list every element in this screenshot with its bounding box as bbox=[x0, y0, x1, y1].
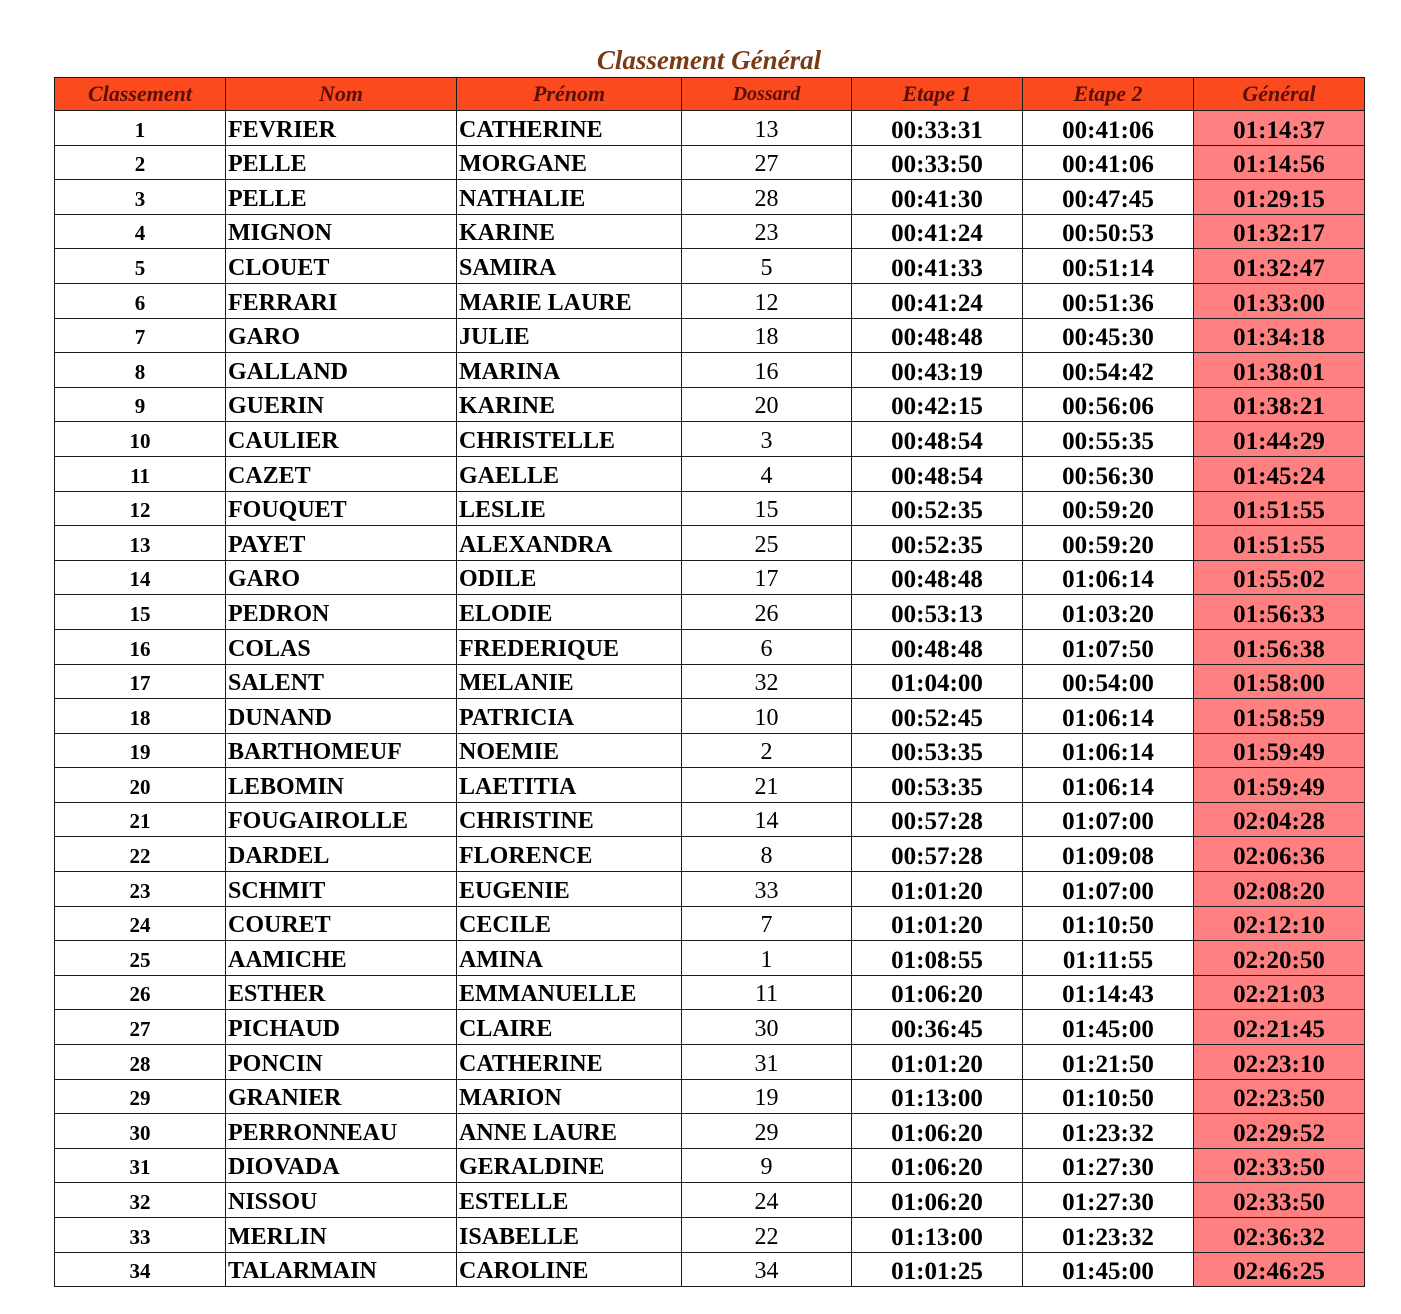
general-cell: 01:38:21 bbox=[1194, 387, 1365, 422]
etape-2-cell: 01:45:00 bbox=[1023, 1010, 1194, 1045]
general-cell: 01:55:02 bbox=[1194, 560, 1365, 595]
rank-cell: 1 bbox=[55, 111, 226, 146]
rank-cell: 32 bbox=[55, 1183, 226, 1218]
etape-1-cell: 00:48:48 bbox=[852, 318, 1023, 353]
etape-1-cell: 01:01:20 bbox=[852, 1045, 1023, 1080]
general-cell: 01:58:59 bbox=[1194, 699, 1365, 734]
dossard-cell: 16 bbox=[682, 353, 852, 388]
nom-cell: MERLIN bbox=[226, 1218, 457, 1253]
dossard-cell: 19 bbox=[682, 1079, 852, 1114]
etape-1-cell: 01:13:00 bbox=[852, 1079, 1023, 1114]
prenom-cell: CATHERINE bbox=[457, 111, 682, 146]
etape-2-cell: 00:41:06 bbox=[1023, 145, 1194, 180]
dossard-cell: 7 bbox=[682, 906, 852, 941]
etape-1-cell: 00:53:35 bbox=[852, 768, 1023, 803]
etape-2-cell: 00:41:06 bbox=[1023, 111, 1194, 146]
etape-1-cell: 00:36:45 bbox=[852, 1010, 1023, 1045]
etape-2-cell: 00:51:36 bbox=[1023, 283, 1194, 318]
table-row bbox=[55, 1079, 1365, 1114]
nom-cell: COLAS bbox=[226, 629, 457, 664]
table-row bbox=[55, 145, 1365, 180]
etape-1-cell: 01:01:20 bbox=[852, 872, 1023, 907]
prenom-cell: ISABELLE bbox=[457, 1218, 682, 1253]
table-row bbox=[55, 1045, 1365, 1080]
rank-cell: 5 bbox=[55, 249, 226, 284]
dossard-cell: 3 bbox=[682, 422, 852, 457]
table-row bbox=[55, 1114, 1365, 1149]
rank-cell: 8 bbox=[55, 353, 226, 388]
general-cell: 01:33:00 bbox=[1194, 283, 1365, 318]
rank-cell: 26 bbox=[55, 975, 226, 1010]
prenom-cell: CLAIRE bbox=[457, 1010, 682, 1045]
general-cell: 02:20:50 bbox=[1194, 941, 1365, 976]
nom-cell: CAULIER bbox=[226, 422, 457, 457]
prenom-cell: ELODIE bbox=[457, 595, 682, 630]
prenom-cell: JULIE bbox=[457, 318, 682, 353]
rank-cell: 25 bbox=[55, 941, 226, 976]
etape-2-cell: 01:45:00 bbox=[1023, 1252, 1194, 1287]
nom-cell: LEBOMIN bbox=[226, 768, 457, 803]
etape-1-cell: 00:43:19 bbox=[852, 353, 1023, 388]
prenom-cell: CECILE bbox=[457, 906, 682, 941]
nom-cell: GRANIER bbox=[226, 1079, 457, 1114]
nom-cell: PEDRON bbox=[226, 595, 457, 630]
table-row bbox=[55, 387, 1365, 422]
dossard-cell: 26 bbox=[682, 595, 852, 630]
header-etape-2: Etape 2 bbox=[1023, 78, 1194, 111]
rank-cell: 30 bbox=[55, 1114, 226, 1149]
general-cell: 02:23:50 bbox=[1194, 1079, 1365, 1114]
rank-cell: 34 bbox=[55, 1252, 226, 1287]
prenom-cell: EUGENIE bbox=[457, 872, 682, 907]
table-row bbox=[55, 180, 1365, 215]
nom-cell: NISSOU bbox=[226, 1183, 457, 1218]
table-row bbox=[55, 1218, 1365, 1253]
header-nom: Nom bbox=[226, 78, 457, 111]
general-cell: 01:56:33 bbox=[1194, 595, 1365, 630]
table-row bbox=[55, 802, 1365, 837]
rank-cell: 28 bbox=[55, 1045, 226, 1080]
rank-cell: 31 bbox=[55, 1148, 226, 1183]
dossard-cell: 21 bbox=[682, 768, 852, 803]
table-row bbox=[55, 975, 1365, 1010]
table-row bbox=[55, 456, 1365, 491]
general-cell: 02:12:10 bbox=[1194, 906, 1365, 941]
prenom-cell: AMINA bbox=[457, 941, 682, 976]
dossard-cell: 23 bbox=[682, 214, 852, 249]
etape-1-cell: 00:33:50 bbox=[852, 145, 1023, 180]
dossard-cell: 4 bbox=[682, 456, 852, 491]
rank-cell: 15 bbox=[55, 595, 226, 630]
prenom-cell: MELANIE bbox=[457, 664, 682, 699]
general-cell: 01:34:18 bbox=[1194, 318, 1365, 353]
table-row bbox=[55, 491, 1365, 526]
dossard-cell: 9 bbox=[682, 1148, 852, 1183]
nom-cell: CAZET bbox=[226, 456, 457, 491]
general-cell: 01:45:24 bbox=[1194, 456, 1365, 491]
etape-1-cell: 00:42:15 bbox=[852, 387, 1023, 422]
dossard-cell: 12 bbox=[682, 283, 852, 318]
etape-2-cell: 01:10:50 bbox=[1023, 906, 1194, 941]
rank-cell: 20 bbox=[55, 768, 226, 803]
prenom-cell: LESLIE bbox=[457, 491, 682, 526]
etape-2-cell: 01:23:32 bbox=[1023, 1218, 1194, 1253]
etape-1-cell: 00:48:54 bbox=[852, 456, 1023, 491]
etape-1-cell: 01:06:20 bbox=[852, 975, 1023, 1010]
etape-1-cell: 00:41:24 bbox=[852, 214, 1023, 249]
table-row bbox=[55, 664, 1365, 699]
rank-cell: 9 bbox=[55, 387, 226, 422]
header-classement: Classement bbox=[55, 78, 226, 111]
etape-2-cell: 01:03:20 bbox=[1023, 595, 1194, 630]
results-table bbox=[54, 77, 1365, 1287]
page-title: Classement Général bbox=[596, 45, 822, 75]
rank-cell: 29 bbox=[55, 1079, 226, 1114]
etape-2-cell: 01:10:50 bbox=[1023, 1079, 1194, 1114]
etape-1-cell: 00:53:35 bbox=[852, 733, 1023, 768]
general-cell: 01:14:56 bbox=[1194, 145, 1365, 180]
table-header bbox=[55, 78, 1365, 111]
etape-1-cell: 00:48:54 bbox=[852, 422, 1023, 457]
nom-cell: SCHMIT bbox=[226, 872, 457, 907]
dossard-cell: 15 bbox=[682, 491, 852, 526]
rank-cell: 19 bbox=[55, 733, 226, 768]
nom-cell: TALARMAIN bbox=[226, 1252, 457, 1287]
etape-1-cell: 00:52:45 bbox=[852, 699, 1023, 734]
table-row bbox=[55, 111, 1365, 146]
nom-cell: PELLE bbox=[226, 145, 457, 180]
prenom-cell: CHRISTELLE bbox=[457, 422, 682, 457]
general-cell: 02:33:50 bbox=[1194, 1183, 1365, 1218]
etape-2-cell: 01:27:30 bbox=[1023, 1183, 1194, 1218]
etape-2-cell: 01:11:55 bbox=[1023, 941, 1194, 976]
dossard-cell: 6 bbox=[682, 629, 852, 664]
table-row bbox=[55, 1148, 1365, 1183]
rank-cell: 18 bbox=[55, 699, 226, 734]
table-row bbox=[55, 733, 1365, 768]
table-row bbox=[55, 526, 1365, 561]
general-cell: 02:29:52 bbox=[1194, 1114, 1365, 1149]
etape-1-cell: 01:06:20 bbox=[852, 1183, 1023, 1218]
etape-2-cell: 00:55:35 bbox=[1023, 422, 1194, 457]
rank-cell: 10 bbox=[55, 422, 226, 457]
dossard-cell: 1 bbox=[682, 941, 852, 976]
header-dossard: Dossard bbox=[682, 78, 852, 111]
nom-cell: PONCIN bbox=[226, 1045, 457, 1080]
general-cell: 01:51:55 bbox=[1194, 491, 1365, 526]
etape-1-cell: 00:53:13 bbox=[852, 595, 1023, 630]
general-cell: 01:51:55 bbox=[1194, 526, 1365, 561]
table-row bbox=[55, 629, 1365, 664]
nom-cell: DARDEL bbox=[226, 837, 457, 872]
dossard-cell: 5 bbox=[682, 249, 852, 284]
etape-1-cell: 01:06:20 bbox=[852, 1148, 1023, 1183]
nom-cell: CLOUET bbox=[226, 249, 457, 284]
rank-cell: 4 bbox=[55, 214, 226, 249]
table-row bbox=[55, 699, 1365, 734]
general-cell: 02:21:45 bbox=[1194, 1010, 1365, 1045]
rank-cell: 22 bbox=[55, 837, 226, 872]
etape-2-cell: 00:54:42 bbox=[1023, 353, 1194, 388]
general-cell: 02:08:20 bbox=[1194, 872, 1365, 907]
nom-cell: GARO bbox=[226, 560, 457, 595]
etape-1-cell: 01:13:00 bbox=[852, 1218, 1023, 1253]
header-prenom: Prénom bbox=[457, 78, 682, 111]
rank-cell: 11 bbox=[55, 456, 226, 491]
prenom-cell: ALEXANDRA bbox=[457, 526, 682, 561]
prenom-cell: MARINA bbox=[457, 353, 682, 388]
table-row bbox=[55, 595, 1365, 630]
general-cell: 02:46:25 bbox=[1194, 1252, 1365, 1287]
table-row bbox=[55, 872, 1365, 907]
etape-2-cell: 00:47:45 bbox=[1023, 180, 1194, 215]
prenom-cell: ODILE bbox=[457, 560, 682, 595]
rank-cell: 24 bbox=[55, 906, 226, 941]
etape-2-cell: 01:07:00 bbox=[1023, 872, 1194, 907]
etape-1-cell: 00:41:33 bbox=[852, 249, 1023, 284]
rank-cell: 27 bbox=[55, 1010, 226, 1045]
table-row bbox=[55, 283, 1365, 318]
rank-cell: 3 bbox=[55, 180, 226, 215]
rank-cell: 17 bbox=[55, 664, 226, 699]
general-cell: 02:36:32 bbox=[1194, 1218, 1365, 1253]
prenom-cell: FREDERIQUE bbox=[457, 629, 682, 664]
nom-cell: MIGNON bbox=[226, 214, 457, 249]
prenom-cell: NOEMIE bbox=[457, 733, 682, 768]
prenom-cell: KARINE bbox=[457, 214, 682, 249]
general-cell: 01:58:00 bbox=[1194, 664, 1365, 699]
dossard-cell: 18 bbox=[682, 318, 852, 353]
dossard-cell: 33 bbox=[682, 872, 852, 907]
dossard-cell: 14 bbox=[682, 802, 852, 837]
general-cell: 02:33:50 bbox=[1194, 1148, 1365, 1183]
dossard-cell: 10 bbox=[682, 699, 852, 734]
rank-cell: 23 bbox=[55, 872, 226, 907]
general-cell: 01:38:01 bbox=[1194, 353, 1365, 388]
prenom-cell: GERALDINE bbox=[457, 1148, 682, 1183]
nom-cell: FOUQUET bbox=[226, 491, 457, 526]
etape-2-cell: 00:59:20 bbox=[1023, 526, 1194, 561]
nom-cell: GALLAND bbox=[226, 353, 457, 388]
etape-2-cell: 00:59:20 bbox=[1023, 491, 1194, 526]
etape-1-cell: 00:33:31 bbox=[852, 111, 1023, 146]
prenom-cell: ESTELLE bbox=[457, 1183, 682, 1218]
dossard-cell: 17 bbox=[682, 560, 852, 595]
etape-2-cell: 01:21:50 bbox=[1023, 1045, 1194, 1080]
rank-cell: 16 bbox=[55, 629, 226, 664]
etape-1-cell: 00:41:30 bbox=[852, 180, 1023, 215]
table-row bbox=[55, 941, 1365, 976]
etape-1-cell: 00:48:48 bbox=[852, 560, 1023, 595]
table-row bbox=[55, 768, 1365, 803]
general-cell: 01:56:38 bbox=[1194, 629, 1365, 664]
table-row bbox=[55, 1010, 1365, 1045]
etape-1-cell: 00:57:28 bbox=[852, 837, 1023, 872]
prenom-cell: KARINE bbox=[457, 387, 682, 422]
etape-2-cell: 01:14:43 bbox=[1023, 975, 1194, 1010]
table-row bbox=[55, 1252, 1365, 1287]
general-cell: 02:23:10 bbox=[1194, 1045, 1365, 1080]
prenom-cell: LAETITIA bbox=[457, 768, 682, 803]
etape-2-cell: 00:54:00 bbox=[1023, 664, 1194, 699]
prenom-cell: EMMANUELLE bbox=[457, 975, 682, 1010]
prenom-cell: MARION bbox=[457, 1079, 682, 1114]
etape-1-cell: 01:01:20 bbox=[852, 906, 1023, 941]
header-general: Général bbox=[1194, 78, 1365, 111]
general-cell: 01:32:17 bbox=[1194, 214, 1365, 249]
etape-2-cell: 01:06:14 bbox=[1023, 699, 1194, 734]
dossard-cell: 29 bbox=[682, 1114, 852, 1149]
table-row bbox=[55, 837, 1365, 872]
dossard-cell: 24 bbox=[682, 1183, 852, 1218]
nom-cell: DUNAND bbox=[226, 699, 457, 734]
prenom-cell: MORGANE bbox=[457, 145, 682, 180]
dossard-cell: 34 bbox=[682, 1252, 852, 1287]
prenom-cell: PATRICIA bbox=[457, 699, 682, 734]
dossard-cell: 27 bbox=[682, 145, 852, 180]
etape-1-cell: 00:57:28 bbox=[852, 802, 1023, 837]
etape-2-cell: 00:50:53 bbox=[1023, 214, 1194, 249]
nom-cell: PELLE bbox=[226, 180, 457, 215]
rank-cell: 21 bbox=[55, 802, 226, 837]
general-cell: 02:06:36 bbox=[1194, 837, 1365, 872]
nom-cell: FERRARI bbox=[226, 283, 457, 318]
general-cell: 01:14:37 bbox=[1194, 111, 1365, 146]
nom-cell: COURET bbox=[226, 906, 457, 941]
nom-cell: PERRONNEAU bbox=[226, 1114, 457, 1149]
table-row bbox=[55, 318, 1365, 353]
dossard-cell: 32 bbox=[682, 664, 852, 699]
rank-cell: 6 bbox=[55, 283, 226, 318]
dossard-cell: 8 bbox=[682, 837, 852, 872]
dossard-cell: 30 bbox=[682, 1010, 852, 1045]
dossard-cell: 31 bbox=[682, 1045, 852, 1080]
prenom-cell: ANNE LAURE bbox=[457, 1114, 682, 1149]
etape-2-cell: 00:51:14 bbox=[1023, 249, 1194, 284]
nom-cell: GUERIN bbox=[226, 387, 457, 422]
header-etape-1: Etape 1 bbox=[852, 78, 1023, 111]
dossard-cell: 28 bbox=[682, 180, 852, 215]
rank-cell: 2 bbox=[55, 145, 226, 180]
dossard-cell: 2 bbox=[682, 733, 852, 768]
etape-2-cell: 01:23:32 bbox=[1023, 1114, 1194, 1149]
etape-2-cell: 00:56:30 bbox=[1023, 456, 1194, 491]
etape-2-cell: 01:07:00 bbox=[1023, 802, 1194, 837]
general-cell: 02:21:03 bbox=[1194, 975, 1365, 1010]
rank-cell: 7 bbox=[55, 318, 226, 353]
etape-2-cell: 01:07:50 bbox=[1023, 629, 1194, 664]
etape-1-cell: 00:52:35 bbox=[852, 491, 1023, 526]
table-row bbox=[55, 1183, 1365, 1218]
etape-2-cell: 01:09:08 bbox=[1023, 837, 1194, 872]
nom-cell: DIOVADA bbox=[226, 1148, 457, 1183]
prenom-cell: FLORENCE bbox=[457, 837, 682, 872]
prenom-cell: MARIE LAURE bbox=[457, 283, 682, 318]
table-row bbox=[55, 906, 1365, 941]
prenom-cell: NATHALIE bbox=[457, 180, 682, 215]
rank-cell: 14 bbox=[55, 560, 226, 595]
general-cell: 01:29:15 bbox=[1194, 180, 1365, 215]
general-cell: 01:44:29 bbox=[1194, 422, 1365, 457]
table-row bbox=[55, 214, 1365, 249]
etape-1-cell: 00:48:48 bbox=[852, 629, 1023, 664]
general-cell: 01:32:47 bbox=[1194, 249, 1365, 284]
etape-1-cell: 01:06:20 bbox=[852, 1114, 1023, 1149]
table-row bbox=[55, 560, 1365, 595]
table-body bbox=[55, 111, 1365, 1287]
dossard-cell: 20 bbox=[682, 387, 852, 422]
prenom-cell: SAMIRA bbox=[457, 249, 682, 284]
nom-cell: ESTHER bbox=[226, 975, 457, 1010]
nom-cell: BARTHOMEUF bbox=[226, 733, 457, 768]
table-row bbox=[55, 353, 1365, 388]
etape-1-cell: 00:41:24 bbox=[852, 283, 1023, 318]
dossard-cell: 11 bbox=[682, 975, 852, 1010]
general-cell: 02:04:28 bbox=[1194, 802, 1365, 837]
nom-cell: PAYET bbox=[226, 526, 457, 561]
general-cell: 01:59:49 bbox=[1194, 768, 1365, 803]
header-row bbox=[55, 78, 1365, 111]
dossard-cell: 13 bbox=[682, 111, 852, 146]
dossard-cell: 22 bbox=[682, 1218, 852, 1253]
etape-1-cell: 01:04:00 bbox=[852, 664, 1023, 699]
etape-2-cell: 01:06:14 bbox=[1023, 733, 1194, 768]
rank-cell: 13 bbox=[55, 526, 226, 561]
nom-cell: FOUGAIROLLE bbox=[226, 802, 457, 837]
etape-2-cell: 00:45:30 bbox=[1023, 318, 1194, 353]
nom-cell: PICHAUD bbox=[226, 1010, 457, 1045]
nom-cell: GARO bbox=[226, 318, 457, 353]
rank-cell: 12 bbox=[55, 491, 226, 526]
prenom-cell: GAELLE bbox=[457, 456, 682, 491]
dossard-cell: 25 bbox=[682, 526, 852, 561]
nom-cell: SALENT bbox=[226, 664, 457, 699]
etape-1-cell: 00:52:35 bbox=[852, 526, 1023, 561]
table-row bbox=[55, 249, 1365, 284]
nom-cell: FEVRIER bbox=[226, 111, 457, 146]
etape-1-cell: 01:08:55 bbox=[852, 941, 1023, 976]
etape-2-cell: 01:06:14 bbox=[1023, 560, 1194, 595]
table-row bbox=[55, 422, 1365, 457]
nom-cell: AAMICHE bbox=[226, 941, 457, 976]
etape-2-cell: 01:27:30 bbox=[1023, 1148, 1194, 1183]
etape-1-cell: 01:01:25 bbox=[852, 1252, 1023, 1287]
rank-cell: 33 bbox=[55, 1218, 226, 1253]
prenom-cell: CHRISTINE bbox=[457, 802, 682, 837]
general-cell: 01:59:49 bbox=[1194, 733, 1365, 768]
etape-2-cell: 00:56:06 bbox=[1023, 387, 1194, 422]
prenom-cell: CATHERINE bbox=[457, 1045, 682, 1080]
etape-2-cell: 01:06:14 bbox=[1023, 768, 1194, 803]
prenom-cell: CAROLINE bbox=[457, 1252, 682, 1287]
